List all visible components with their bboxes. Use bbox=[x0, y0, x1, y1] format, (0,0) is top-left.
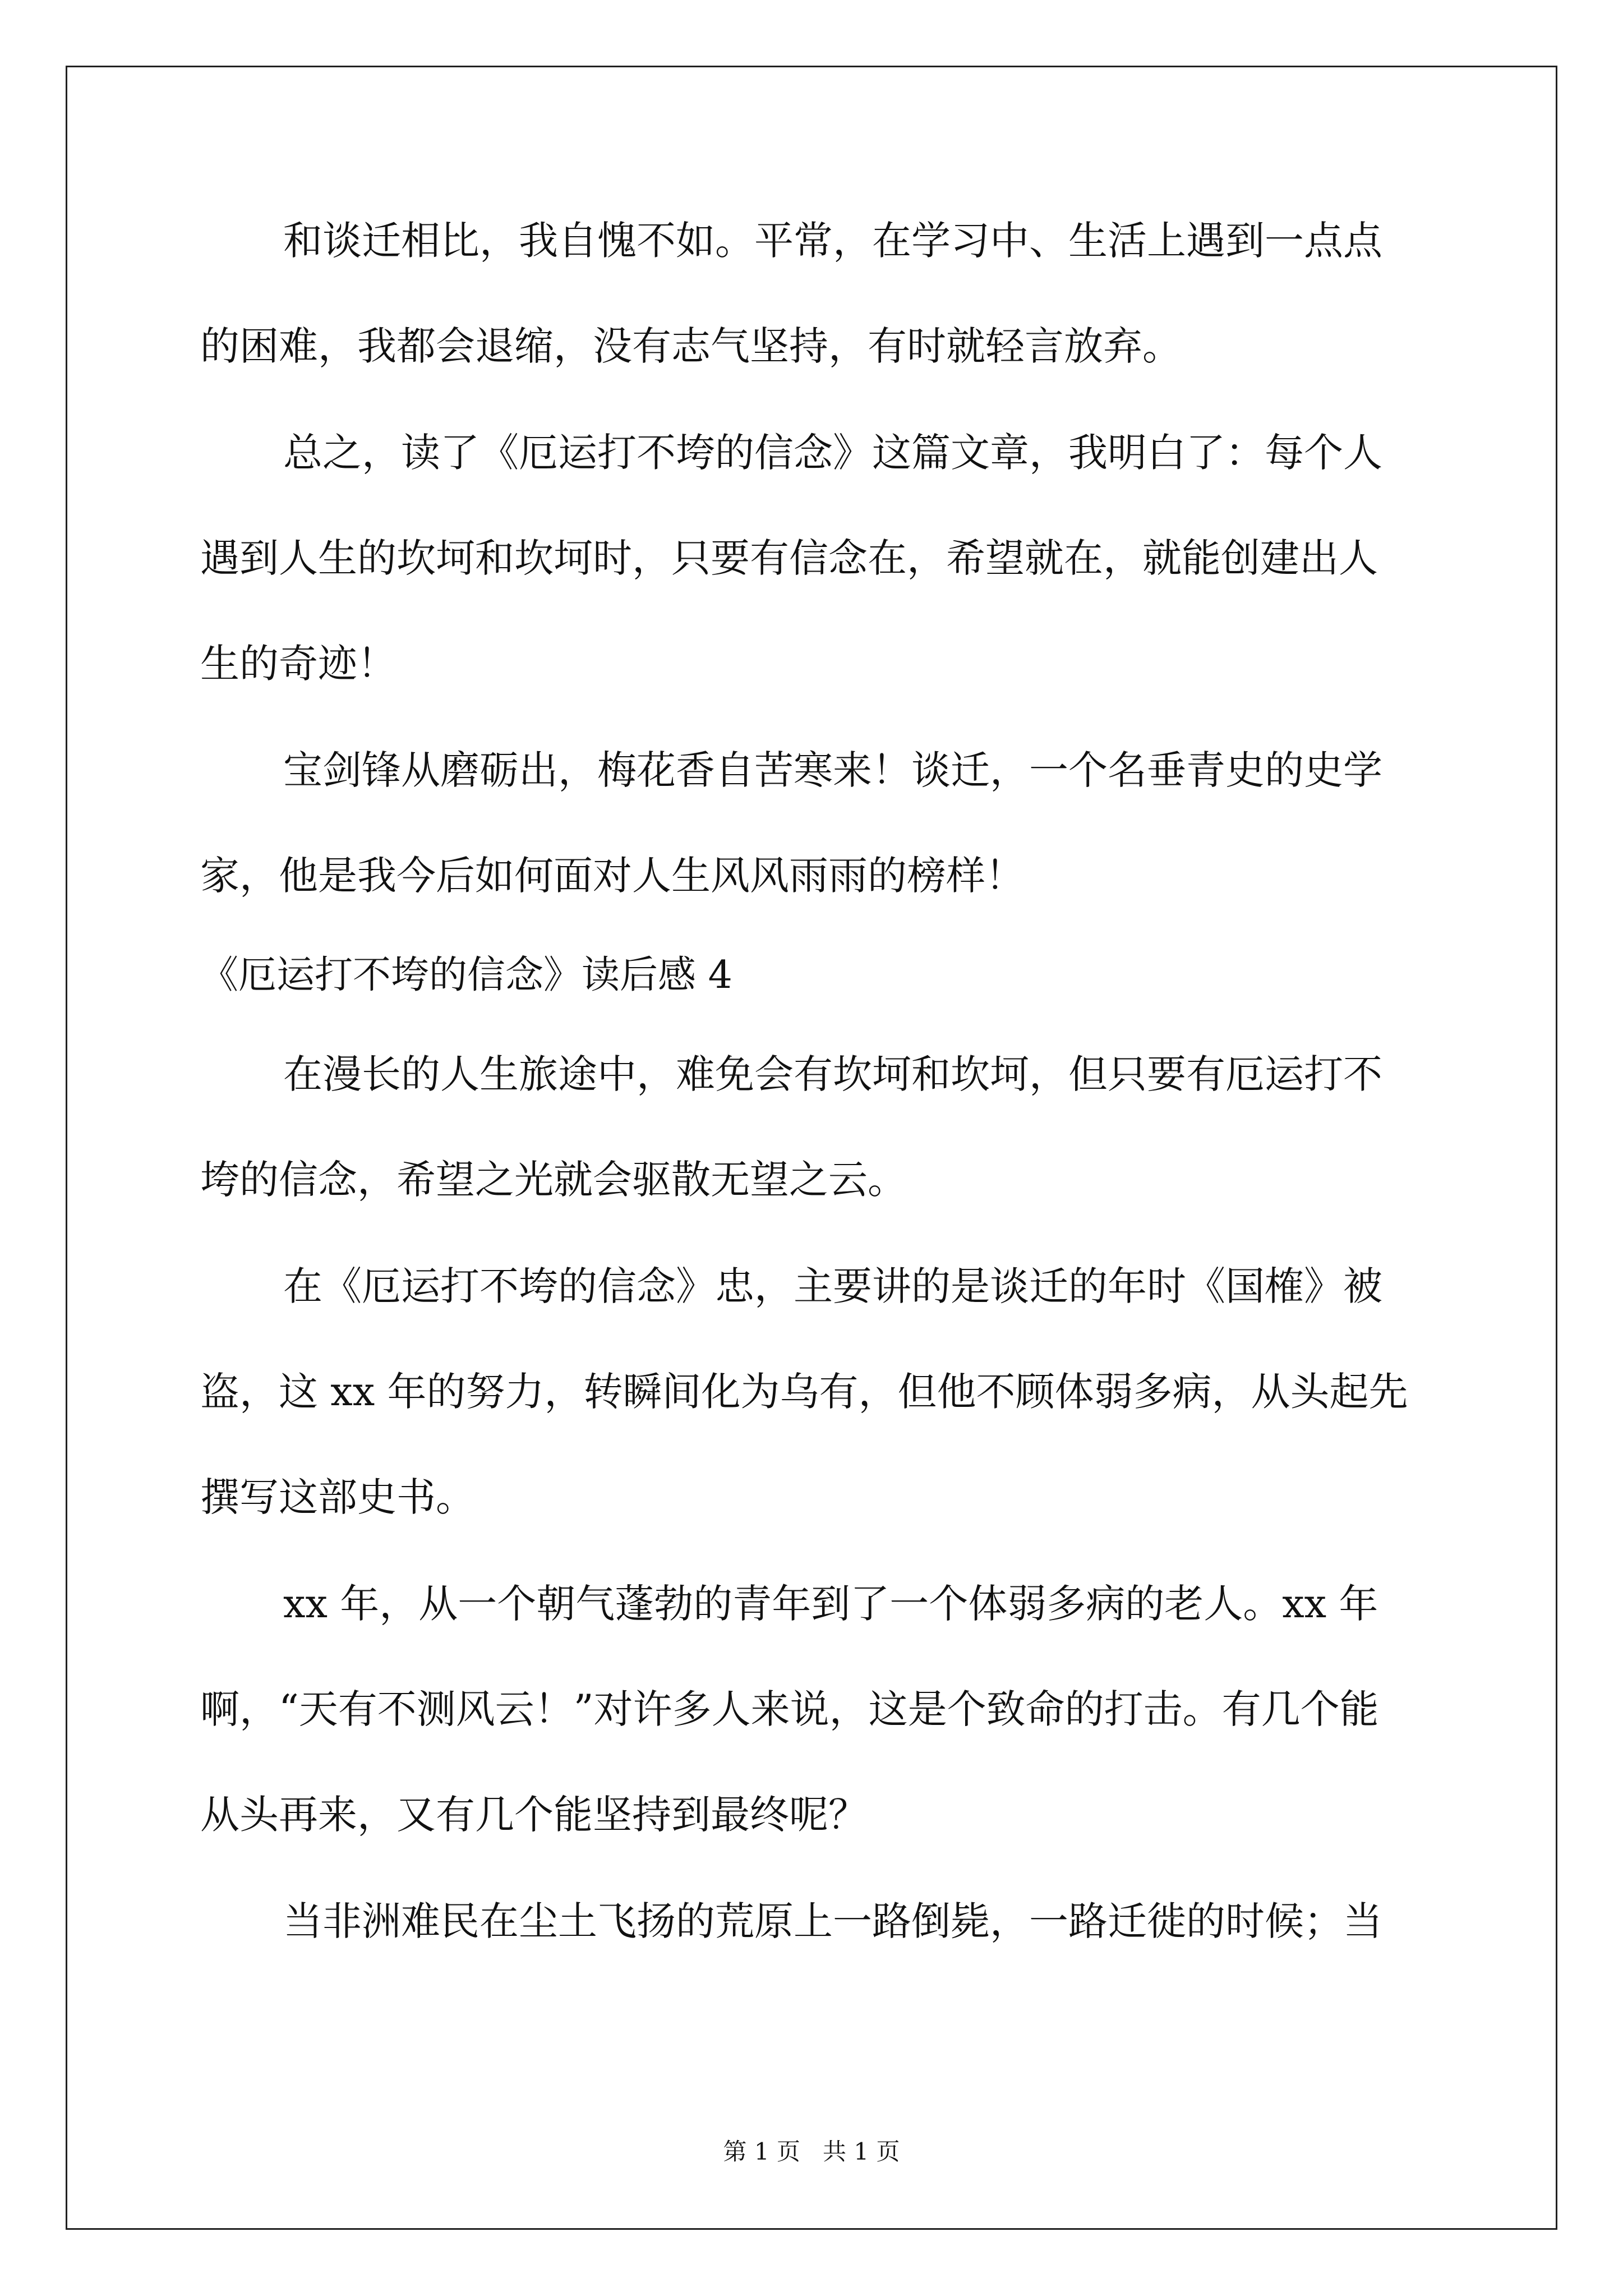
text-line: 当非洲难民在尘土飞扬的荒原上一路倒毙，一路迁徙的时候；当 bbox=[283, 1898, 1382, 1944]
text-line: xx 年，从一个朝气蓬勃的青年到了一个体弱多病的老人。xx 年 bbox=[283, 1581, 1378, 1627]
paragraph bbox=[200, 1579, 1428, 1840]
paragraph bbox=[200, 1049, 1428, 1205]
text-line: 撰写这部史书。 bbox=[200, 1474, 475, 1520]
text-line: 家，他是我今后如何面对人生风风雨雨的榜样！ bbox=[200, 853, 1025, 899]
paragraph bbox=[200, 1261, 1428, 1522]
text-line: 盗，这 xx 年的努力，转瞬间化为乌有，但他不顾体弱多病，从头起先 bbox=[200, 1369, 1408, 1415]
text-line: 宝剑锋从磨砺出，梅花香自苦寒来！谈迁，一个名垂青史的史学 bbox=[283, 747, 1382, 793]
text-line: 在漫长的人生旅途中，难免会有坎坷和坎坷，但只要有厄运打不 bbox=[283, 1051, 1382, 1097]
page-footer: 第 1 页 共 1 页 bbox=[723, 2138, 900, 2165]
document-body bbox=[200, 215, 1428, 2003]
section-heading: 《厄运打不垮的信念》读后感 4 bbox=[200, 953, 732, 997]
text-line: 遇到人生的坎坷和坎坷时，只要有信念在，希望就在，就能创建出人 bbox=[200, 535, 1378, 581]
text-line: 的困难，我都会退缩，没有志气坚持，有时就轻言放弃。 bbox=[200, 323, 1182, 369]
paragraph bbox=[200, 1896, 1428, 1947]
paragraph bbox=[200, 427, 1428, 689]
text-line: 垮的信念，希望之光就会驱散无望之云。 bbox=[200, 1157, 907, 1203]
text-line: 和谈迁相比，我自愧不如。平常，在学习中、生活上遇到一点点 bbox=[283, 218, 1382, 264]
text-line: 啊，“天有不测风云！”对许多人来说，这是个致命的打击。有几个能 bbox=[200, 1686, 1379, 1732]
text-line: 从头再来，又有几个能坚持到最终呢？ bbox=[200, 1792, 868, 1838]
paragraph bbox=[200, 745, 1428, 901]
paragraph bbox=[200, 215, 1428, 371]
text-line: 在《厄运打不垮的信念》忠，主要讲的是谈迁的年时《国榷》被 bbox=[283, 1263, 1382, 1309]
text-line: 生的奇迹！ bbox=[200, 641, 396, 687]
text-line: 总之，读了《厄运打不垮的信念》这篇文章，我明白了：每个人 bbox=[283, 430, 1382, 476]
